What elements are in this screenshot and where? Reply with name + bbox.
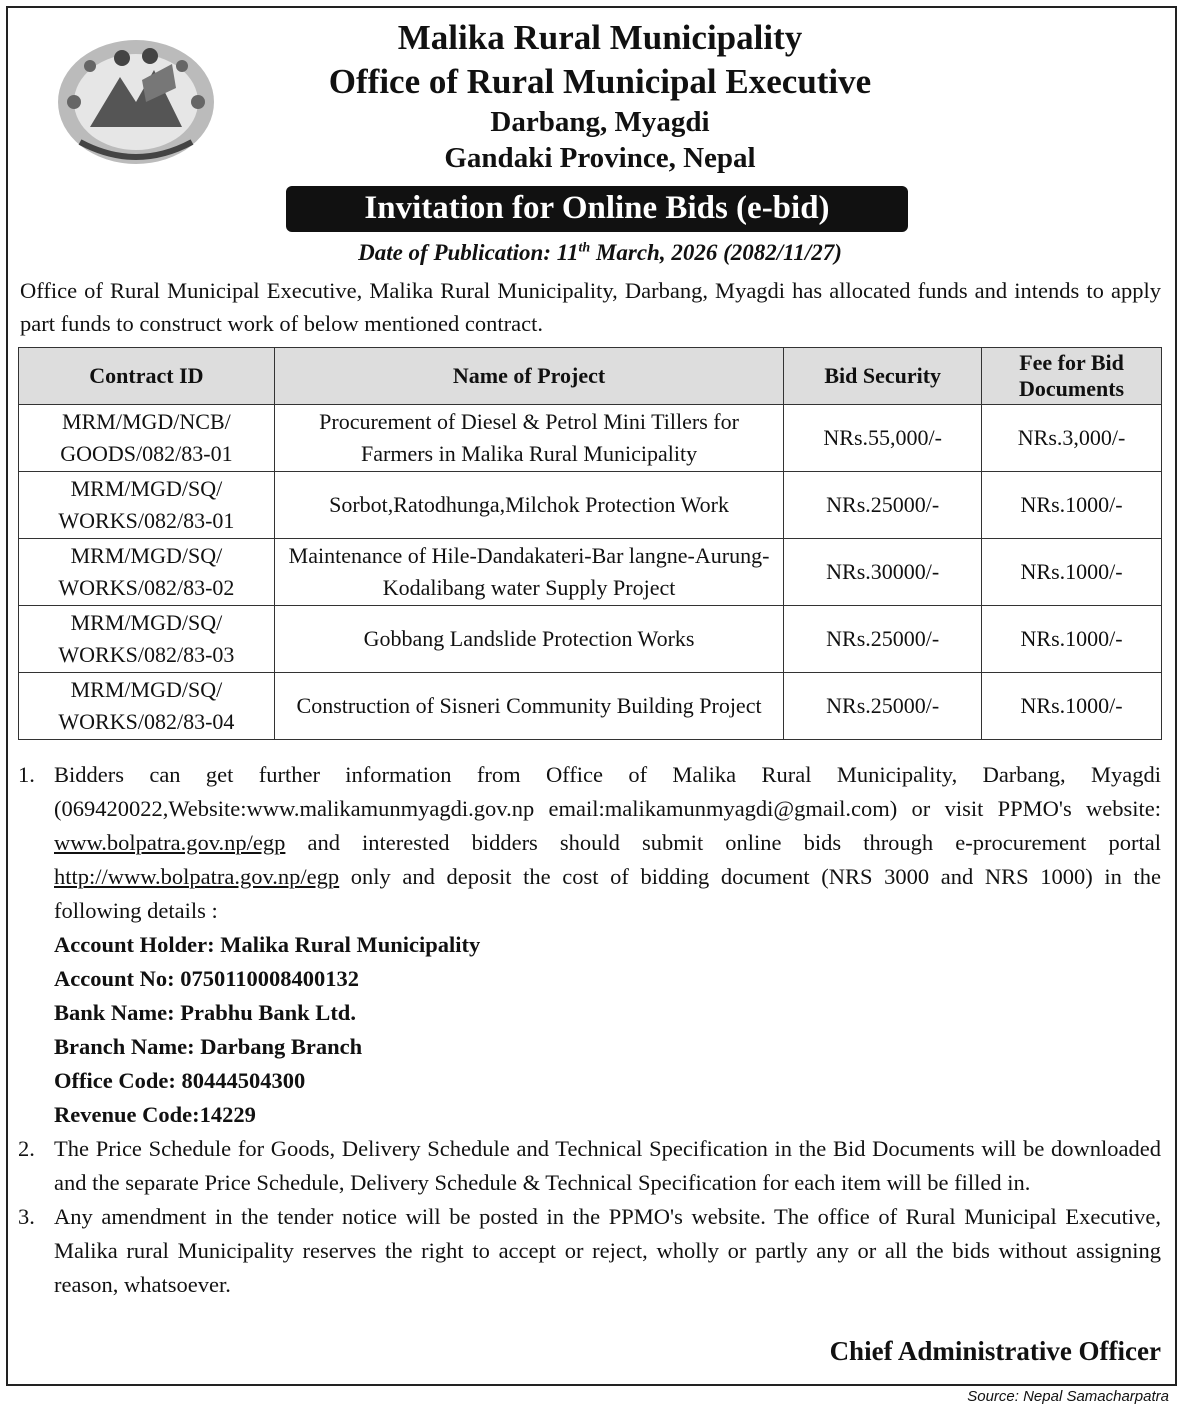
note-3: [18, 1200, 1161, 1302]
office-code: Office Code: 80444504300: [54, 1068, 306, 1093]
source-credit: Source: Nepal Samacharpatra: [967, 1388, 1169, 1405]
bid-security-cell: NRs.30000/-: [784, 539, 982, 606]
table-header-row: [19, 348, 1162, 405]
branch-name: Branch Name: Darbang Branch: [54, 1034, 363, 1059]
note-number: 3.: [18, 1204, 35, 1229]
municipality-name: Malika Rural Municipality: [397, 18, 803, 57]
contract-id-cell: MRM/MGD/SQ/ WORKS/082/83-01: [19, 472, 275, 539]
bid-security-cell: NRs.25000/-: [784, 472, 982, 539]
bid-fee-cell: NRs.1000/-: [982, 539, 1162, 606]
contract-id-cell: MRM/MGD/SQ/ WORKS/082/83-02: [19, 539, 275, 606]
bid-fee-cell: NRs.3,000/-: [982, 405, 1162, 472]
bid-fee-cell: NRs.1000/-: [982, 673, 1162, 740]
col-bid-security: Bid Security: [784, 348, 982, 405]
bid-security-cell: NRs.25000/-: [784, 606, 982, 673]
signatory-title: Chief Administrative Officer: [829, 1336, 1161, 1366]
bank-account-details: [54, 928, 1161, 1132]
note-1: [18, 758, 1161, 1132]
nepal-emblem-logo: [50, 22, 222, 172]
note-3-text: Any amendment in the tender notice will be posted in the PPMO's website. The office of Rural Municipal Executive, Malika rural Municipality reserves the right to accept or reject, wholly or partly any or all the bids without assigning reason, whatsoever.: [54, 1204, 1161, 1297]
project-name-cell: Gobbang Landslide Protection Works: [274, 606, 783, 673]
office-location: Darbang, Myagdi: [490, 106, 710, 138]
note-1-text-c: only and deposit the cost of bidding document (NRS 3000 and NRS 1000) in the following details :: [54, 864, 1161, 923]
intro-paragraph: Office of Rural Municipal Executive, Malika Rural Municipality, Darbang, Myagdi has allocated funds and intends to apply part funds to construct work of below mentioned contract.: [20, 278, 1161, 336]
table-row: [19, 539, 1162, 606]
bid-fee-cell: NRs.1000/-: [982, 472, 1162, 539]
table-row: [19, 673, 1162, 740]
bank-name: Bank Name: Prabhu Bank Ltd.: [54, 1000, 356, 1025]
contract-id-cell: MRM/MGD/SQ/ WORKS/082/83-03: [19, 606, 275, 673]
project-name-cell: Procurement of Diesel & Petrol Mini Tillers for Farmers in Malika Rural Municipality: [274, 405, 783, 472]
note-2-text: The Price Schedule for Goods, Delivery Schedule and Technical Specification in the Bid Documents will be downloaded and the separate Price Schedule, Delivery Schedule & Technical Specification for each item will be filled in.: [54, 1136, 1161, 1195]
note-2: [18, 1132, 1161, 1200]
project-name-cell: Sorbot,Ratodhunga,Milchok Protection Work: [274, 472, 783, 539]
contract-id-cell: MRM/MGD/SQ/ WORKS/082/83-04: [19, 673, 275, 740]
project-name-cell: Maintenance of Hile-Dandakateri-Bar langne-Aurung-Kodalibang water Supply Project: [274, 539, 783, 606]
col-project-name: Name of Project: [274, 348, 783, 405]
publication-date: Date of Publication: 11th March, 2026 (2082/11/27): [358, 240, 842, 265]
table-row: [19, 472, 1162, 539]
note-1-text-b: and interested bidders should submit online bids through e-procurement portal: [285, 830, 1161, 855]
notice-title-banner: Invitation for Online Bids (e-bid): [286, 186, 908, 232]
account-number: Account No: 0750110008400132: [54, 966, 359, 991]
bid-fee-cell: NRs.1000/-: [982, 606, 1162, 673]
project-name-cell: Construction of Sisneri Community Building Project: [274, 673, 783, 740]
revenue-code: Revenue Code:14229: [54, 1102, 256, 1127]
contracts-table: [18, 347, 1162, 740]
note-number: 1.: [18, 762, 35, 787]
bid-security-cell: NRs.55,000/-: [784, 405, 982, 472]
office-name: Office of Rural Municipal Executive: [328, 62, 872, 101]
bid-security-cell: NRs.25000/-: [784, 673, 982, 740]
col-bid-fee: Fee for Bid Documents: [982, 348, 1162, 405]
bolpatra-link[interactable]: www.bolpatra.gov.np/egp: [54, 830, 286, 855]
province-country: Gandaki Province, Nepal: [444, 142, 756, 174]
note-number: 2.: [18, 1136, 35, 1161]
account-holder: Account Holder: Malika Rural Municipality: [54, 932, 481, 957]
col-contract-id: Contract ID: [19, 348, 275, 405]
notes-list: [18, 758, 1161, 1302]
eprocurement-portal-link[interactable]: http://www.bolpatra.gov.np/egp: [54, 864, 340, 889]
table-row: [19, 606, 1162, 673]
table-row: [19, 405, 1162, 472]
note-1-text-a: Bidders can get further information from Office of Malika Rural Municipality, Darbang, Myagdi (069420022,Website:www.malikamunmyagdi.gov.np email:malikamunmyagdi@gmail.com) or visit PPMO's website:: [54, 762, 1161, 821]
contract-id-cell: MRM/MGD/NCB/ GOODS/082/83-01: [19, 405, 275, 472]
